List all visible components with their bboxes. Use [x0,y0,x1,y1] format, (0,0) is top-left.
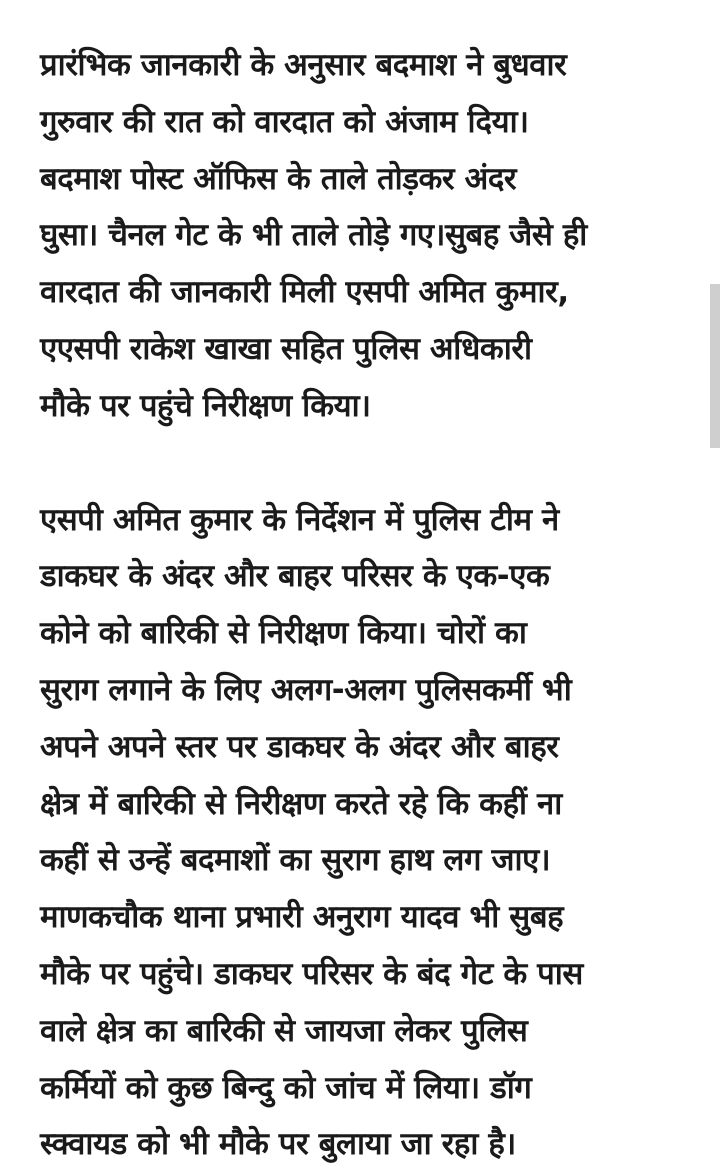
text-line: माणकचौक थाना प्रभारी अनुराग यादव भी सुबह [40,899,564,936]
text-line: क्षेत्र में बारिकी से निरीक्षण करते रहे कि कहीं ना [40,785,562,822]
article-body [40,37,690,1173]
text-line: अपने अपने स्तर पर डाकघर के अंदर और बाहर [40,728,559,765]
text-line: डाकघर के अंदर और बाहर परिसर के एक-एक [40,558,550,595]
paragraph-1 [40,37,690,435]
text-line: वारदात की जानकारी मिली एसपी अमित कुमार, [40,274,569,311]
text-line: वाले क्षेत्र का बारिकी से जायजा लेकर पुलिस [40,1012,528,1049]
text-line: एसपी अमित कुमार के निर्देशन में पुलिस टीम ने [40,501,559,538]
text-line: घुसा। चैनल गेट के भी ताले तोड़े गए।सुबह जैसे ही [40,217,587,254]
text-line: मौके पर पहुंचे निरीक्षण किया। [40,387,371,424]
text-line: बदमाश पोस्ट ऑफिस के ताले तोड़कर अंदर [40,160,517,197]
text-line: कहीं से उन्हें बदमाशों का सुराग हाथ लग जाए। [40,842,551,879]
text-line: गुरुवार की रात को वारदात को अंजाम दिया। [40,103,529,140]
text-line: कोने को बारिकी से निरीक्षण किया। चोरों का [40,615,527,652]
text-line: स्क्वायड को भी मौके पर बुलाया जा रहा है। [40,1126,516,1163]
text-line: प्रारंभिक जानकारी के अनुसार बदमाश ने बुधवार [40,47,567,83]
paragraph-2 [40,492,690,1174]
text-line: एएसपी राकेश खाखा सहित पुलिस अधिकारी [40,330,532,367]
scrollbar-thumb[interactable] [710,284,720,448]
text-line: मौके पर पहुंचे। डाकघर परिसर के बंद गेट के पास [40,955,583,992]
text-line: कर्मियों को कुछ बिन्दु को जांच में लिया। डॉग [40,1069,532,1106]
text-line: सुराग लगाने के लिए अलग-अलग पुलिसकर्मी भी [40,671,572,708]
